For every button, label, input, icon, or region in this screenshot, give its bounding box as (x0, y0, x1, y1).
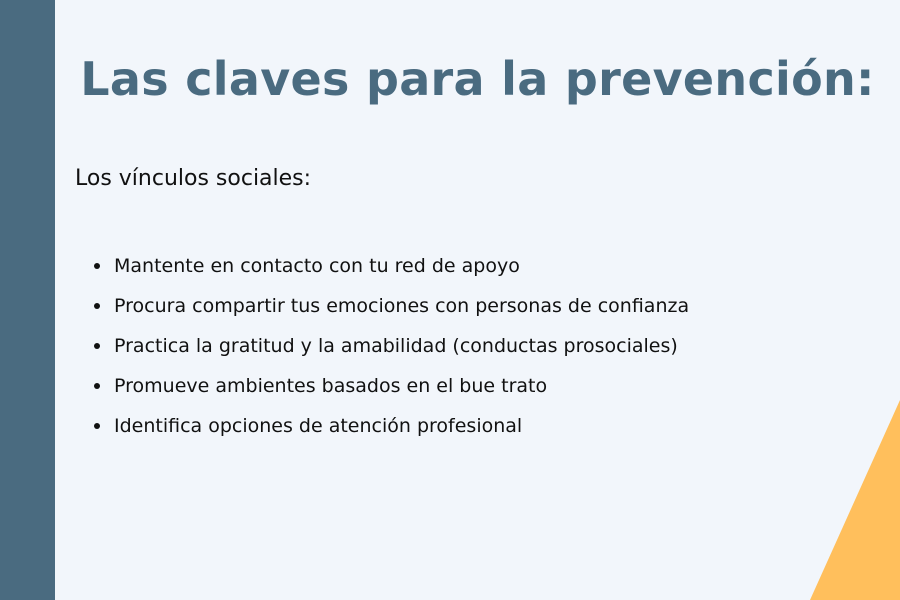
bullet-text: Procura compartir tus emociones con personas de confianza (114, 295, 690, 317)
list-item (94, 366, 689, 406)
bullet-list (94, 246, 689, 446)
bullet-icon (94, 263, 100, 269)
list-item (94, 286, 689, 326)
bullet-text: Identifica opciones de atención profesional (114, 415, 523, 437)
bullet-text: Practica la gratitud y la amabilidad (conductas prosociales) (114, 335, 678, 357)
bullet-text: Promueve ambientes basados en el bue trato (114, 375, 548, 397)
accent-triangle-shape (810, 400, 900, 600)
list-item (94, 246, 689, 286)
left-accent-bar (0, 0, 55, 600)
bullet-icon (94, 303, 100, 309)
bullet-icon (94, 383, 100, 389)
bullet-icon (94, 423, 100, 429)
list-item (94, 326, 689, 366)
section-heading: Los vínculos sociales: (75, 166, 312, 191)
bullet-icon (94, 343, 100, 349)
corner-accent-triangle (810, 400, 900, 600)
bullet-text: Mantente en contacto con tu red de apoyo (114, 255, 520, 277)
list-item (94, 406, 689, 446)
slide-title: Las claves para la prevención: (80, 52, 875, 106)
